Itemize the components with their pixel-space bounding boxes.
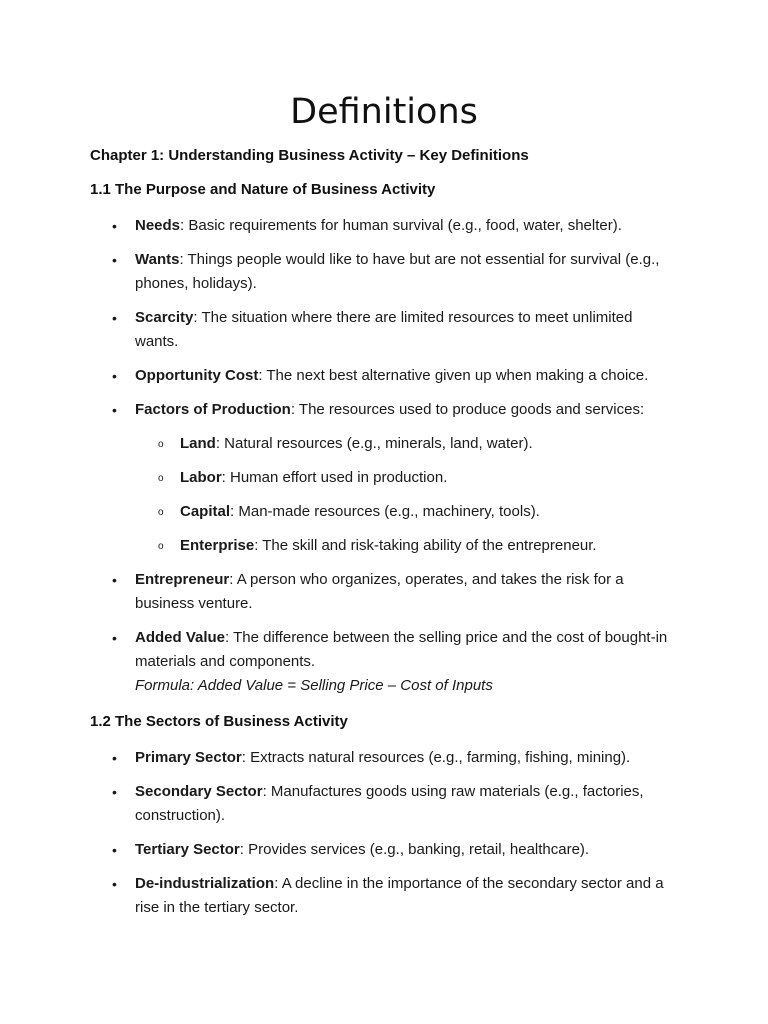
term: Capital: [180, 503, 231, 520]
sublist-item-land: [135, 432, 678, 456]
definition: : Manufactures goods using raw materials (e.g., factories, construction).: [135, 783, 644, 824]
definition: : A person who organizes, operates, and takes the risk for a business venture.: [135, 571, 624, 612]
term: Secondary Sector: [135, 783, 263, 800]
term: Opportunity Cost: [135, 367, 259, 384]
list-item-factors-of-production: [90, 398, 678, 558]
list-item-de-industrialization: [90, 872, 678, 920]
definition: : Provides services (e.g., banking, retail, healthcare).: [239, 841, 590, 858]
term: Labor: [180, 469, 222, 486]
list-item-secondary-sector: [90, 780, 678, 828]
definition: : Extracts natural resources (e.g., farming, fishing, mining).: [241, 749, 631, 766]
definition-list-1-1: [90, 214, 678, 698]
term: Enterprise: [180, 537, 255, 554]
definition: : A decline in the importance of the secondary sector and a rise in the tertiary sector.: [135, 875, 664, 916]
sublist-item-capital: [135, 500, 678, 524]
definition: : The situation where there are limited resources to meet unlimited wants.: [135, 309, 633, 350]
list-item-entrepreneur: [90, 568, 678, 616]
definition: : Things people would like to have but are not essential for survival (e.g., phones, holidays).: [135, 251, 660, 292]
list-item-wants: [90, 248, 678, 296]
term: Land: [180, 435, 216, 452]
page-title: Definitions: [290, 92, 478, 132]
definition-list-1-2: [90, 746, 678, 920]
term: Tertiary Sector: [135, 841, 240, 858]
definition: : Natural resources (e.g., minerals, land, water).: [215, 435, 533, 452]
definition: : The next best alternative given up when making a choice.: [258, 367, 649, 384]
definition: : The skill and risk-taking ability of the entrepreneur.: [254, 537, 597, 554]
definition: : Basic requirements for human survival (e.g., food, water, shelter).: [180, 217, 622, 234]
definition: : Man-made resources (e.g., machinery, tools).: [230, 503, 540, 520]
term: Added Value: [135, 629, 226, 646]
formula: Formula: Added Value = Selling Price – Cost of Inputs: [135, 677, 493, 694]
term: Primary Sector: [135, 749, 242, 766]
chapter-heading: Chapter 1: Understanding Business Activity – Key Definitions: [90, 147, 529, 164]
list-item-tertiary-sector: [90, 838, 678, 862]
section-heading-1-1: 1.1 The Purpose and Nature of Business Activity: [90, 181, 436, 198]
sublist-item-labor: [135, 466, 678, 490]
list-item-opportunity-cost: [90, 364, 678, 388]
list-item-needs: [90, 214, 678, 238]
list-item-added-value: [90, 626, 678, 698]
section-heading-1-2: 1.2 The Sectors of Business Activity: [90, 713, 348, 730]
definition: : Human effort used in production.: [221, 469, 448, 486]
factors-sublist: [135, 432, 678, 558]
list-item-scarcity: [90, 306, 678, 354]
term: Needs: [135, 217, 181, 234]
term: Factors of Production: [135, 401, 291, 418]
term: Entrepreneur: [135, 571, 230, 588]
definition: : The difference between the selling price and the cost of bought-in materials and components.: [135, 629, 668, 670]
sublist-item-enterprise: [135, 534, 678, 558]
term: Scarcity: [135, 309, 194, 326]
term: De-industrialization: [135, 875, 275, 892]
list-item-primary-sector: [90, 746, 678, 770]
definition: : The resources used to produce goods and services:: [290, 401, 645, 418]
term: Wants: [135, 251, 180, 268]
